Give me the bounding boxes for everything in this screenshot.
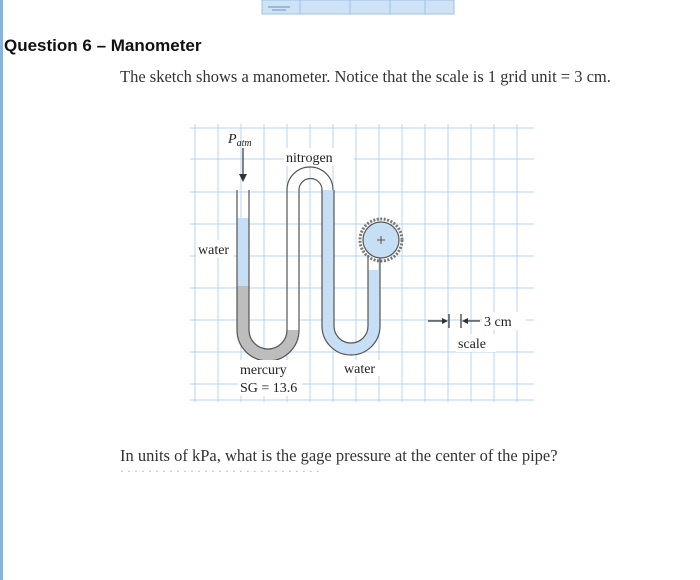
scale-marker [428, 314, 480, 328]
question-text: In units of kPa, what is the gage pressure at the center of the pipe? [120, 446, 558, 465]
water-u-bend-right [287, 300, 299, 330]
problem-statement: The sketch shows a manometer. Notice that the scale is 1 grid unit = 3 cm. [120, 67, 611, 86]
sg-label: SG = 13.6 [240, 381, 298, 396]
clipped-text-line: · · · · · · · · · · · · · · · · · · · · · · · · · · · · · [120, 464, 320, 478]
patm-label: $P_{atm}$ [228, 132, 252, 149]
question-title: Question 6 – Manometer [4, 36, 202, 55]
patm-arrow [239, 148, 247, 182]
nitrogen-label: nitrogen [286, 151, 333, 166]
water-column-left [237, 218, 249, 286]
water-left-label: water [198, 243, 230, 258]
water-bottom-bend [322, 190, 380, 355]
mercury-label: mercury [240, 363, 287, 378]
scale-label: scale [458, 337, 486, 352]
tube-outline [237, 167, 380, 361]
water-bottom-label: water [344, 362, 376, 377]
scale-value-label: 3 cm [484, 315, 512, 330]
